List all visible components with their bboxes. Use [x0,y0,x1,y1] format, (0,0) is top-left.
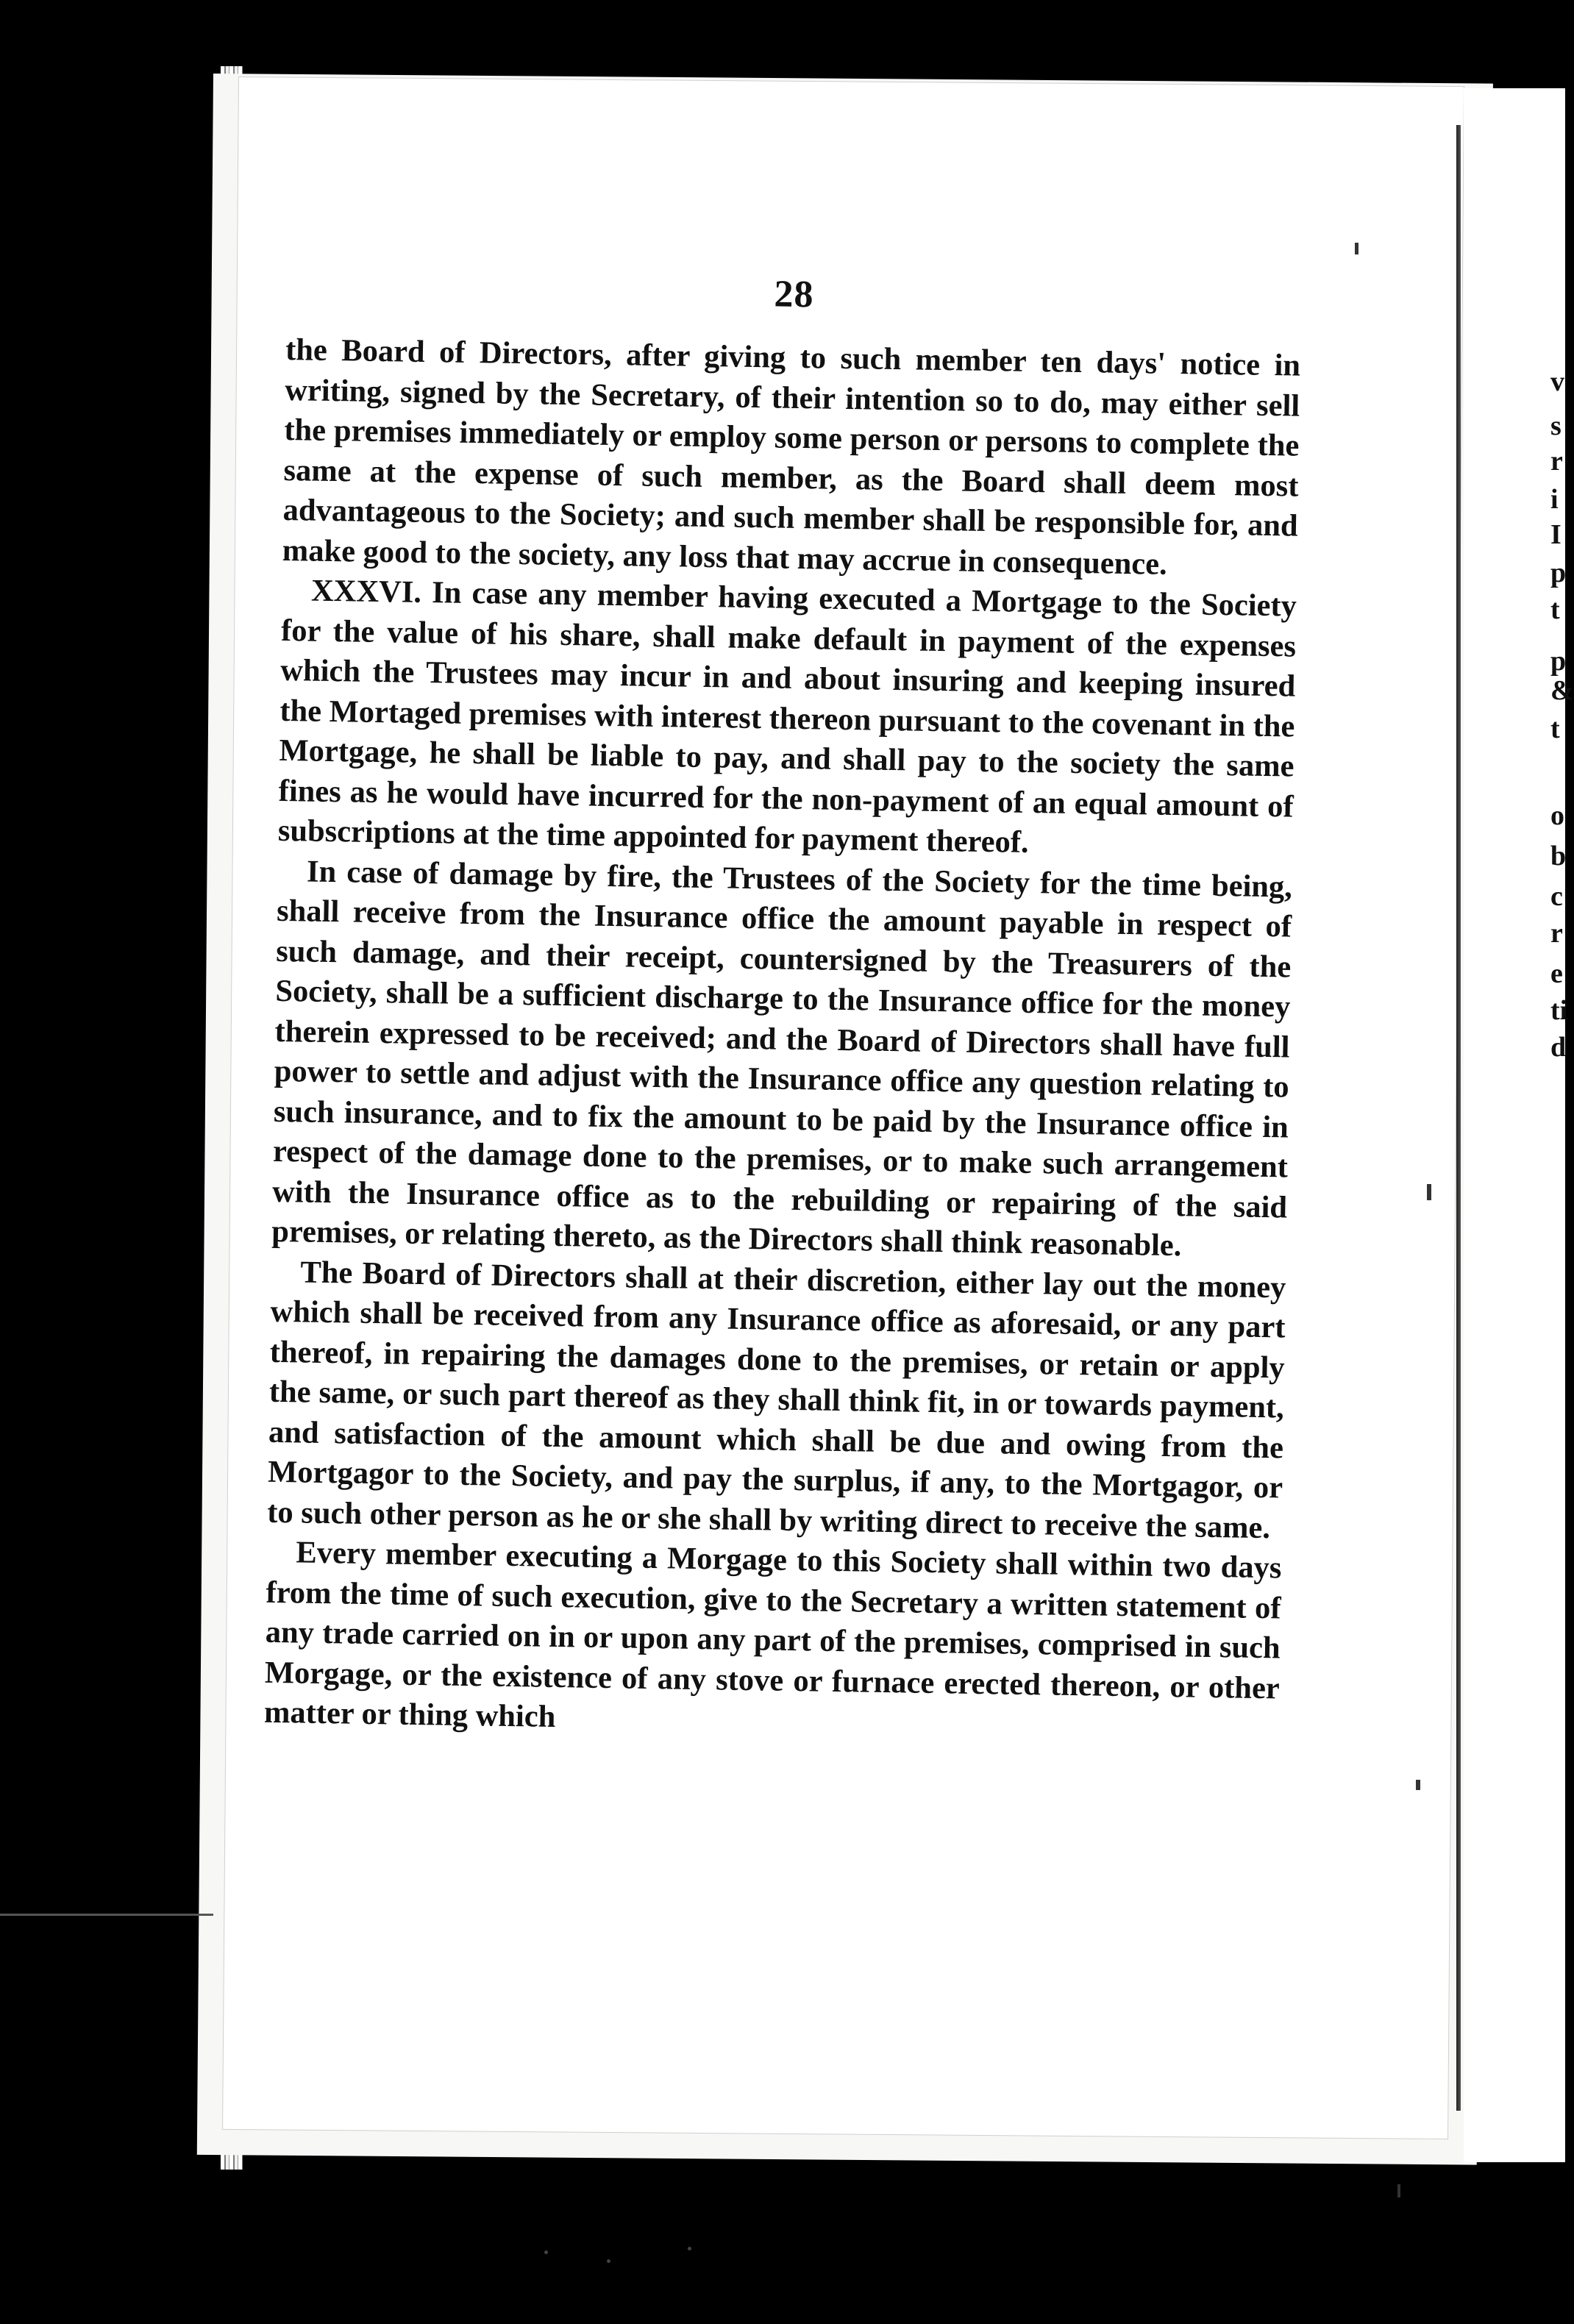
paragraph-insurance-money: The Board of Directors shall at their discretion, either lay out the money which shall be received from any Insurance office as aforesaid, or any part thereof, in repairing the damages done to the premises, or retain or apply the same, or such part thereof as they shall think fit, in or towards payment, and satisfaction of the amount which shall be due and owing from the Mortgagor to the Society, and pay the surplus, if any, to the Mortgagor, or to such other person as he or she shall by writing direct to receive the same. [266,1254,1286,1545]
paragraph-article-xxxvi: XXXVI. In case any member having executed a Mortgage to the Society for the value of his share, shall make default in payment of the expenses which the Trustees may incur in and about insuring and keeping insured the Mortaged premises with interest thereon pursuant to the covenant in the Mortgage, he shall be liable to pay, and shall pay to the society the same fines as he would have incurred for the non-payment of an equal amount of subscriptions at the time appointed for payment thereof. [277,573,1297,860]
facing-fragment: t [1550,594,1560,625]
scan-speck [1416,1780,1420,1790]
scan-speck [1397,2184,1400,2198]
facing-fragment: & [1550,675,1574,706]
bottom-scan-specks [544,2243,765,2273]
facing-fragment: r [1550,918,1563,949]
page-number: 28 [774,273,814,316]
scan-speck [1427,1184,1431,1200]
paragraph-mortgage-statement: Every member executing a Morgage to this Society shall within two days from the time of such execution, give to the Secretary a written statement of any trade carried on in or upon any part of the premises, comprised in such Morgage, or the existence of any stove or furnace erected thereon, or other matter or thing which [263,1535,1282,1734]
facing-fragment: s [1550,410,1561,441]
facing-fragment: c [1550,881,1563,912]
facing-page-strip [1464,88,1574,2162]
facing-fragment: I [1550,519,1561,550]
book-gutter [1456,125,1461,2111]
facing-fragment: o [1550,800,1564,831]
scan-artifact-line [0,1914,213,1916]
paragraph-fire-damage: In case of damage by fire, the Trustees of the Society for the time being, shall receive from the Insurance office the amount payable in respect of such damage, and their receipt, countersigned by the Treasurers of the Society, shall be a sufficient discharge to the Insurance office for the money therein expressed to be received; and the Board of Directors shall have full power to settle and adjust with the Insurance office any question relating to such insurance, and to fix the amount to be paid by the Insurance office in respect of the damage done to the premises, or to make such arrangement with the Insurance office as to the rebuilding or repairing of the said premises, or relating thereto, as the Directors shall think reasonable. [271,854,1293,1263]
facing-fragment: p [1550,646,1567,677]
facing-fragment: p [1550,557,1567,588]
facing-fragment: e [1550,958,1563,989]
paragraph-continuation: the Board of Directors, after giving to such member ten days' notice in writing, signed by the Secretary, of their intention so to do, may either sell the premises immediately or employ some person or persons to complete the same at the expense of such member, as the Board shall deem most advantageous to the Society; and such member shall be responsible for, and make good to the society, any loss that may accrue in consequence. [282,332,1301,582]
facing-fragment: ti [1550,995,1568,1026]
facing-fragment: d [1550,1032,1567,1063]
facing-fragment: v [1550,366,1564,397]
facing-fragment: r [1550,446,1563,477]
facing-fragment: t [1550,713,1560,744]
facing-fragment: b [1550,841,1567,872]
facing-fragment: i [1550,484,1559,515]
page-text-block [264,265,1302,1749]
scan-speck [1355,243,1358,254]
